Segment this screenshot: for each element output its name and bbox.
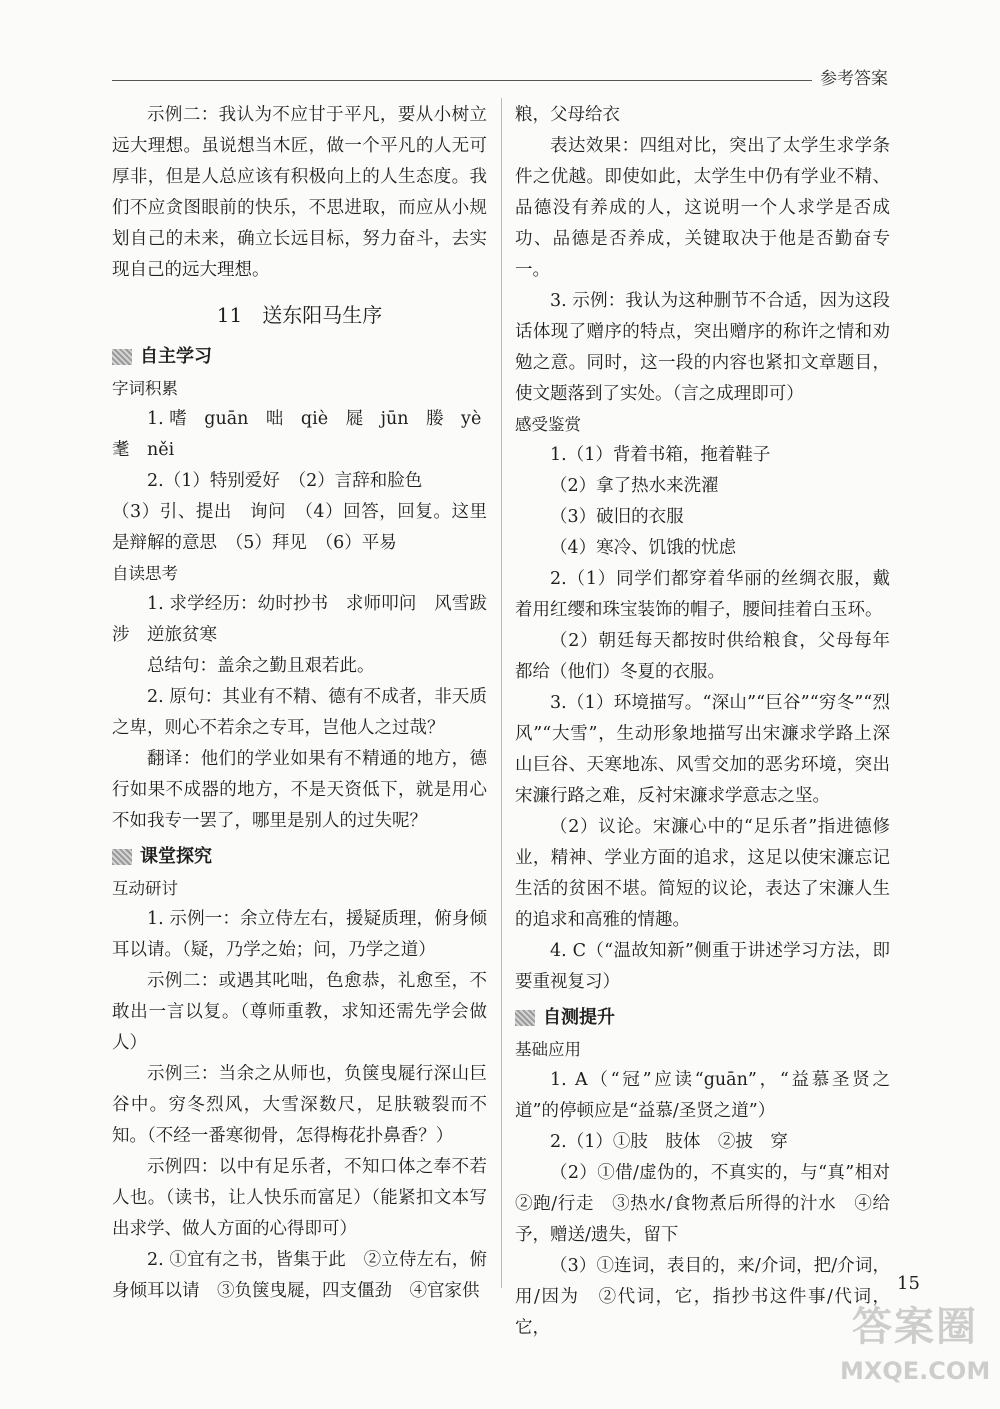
paragraph: 示例二：我认为不应甘于平凡，要从小树立远大理想。虽说想当木匠，做一个平凡的人无可厚非，但是人总应该有积极向上的人生态度。我们不应贪图眼前的快乐，不思进取，而应从小规划自己的未来，确立长远目标，努力奋斗，去实现自己的远大理想。	[112, 105, 487, 280]
paragraph: （3）破旧的衣服	[550, 507, 684, 527]
watermark-logo: 答案圈 MXQE.COM	[840, 1304, 991, 1385]
paragraph: 1.（1）背着书箱，拖着鞋子	[550, 445, 771, 465]
paragraph: （3）引、提出 询问 （4）回答，回复。这里是辩解的意思 （5）拜见 （6）平易	[112, 502, 487, 553]
paragraph: 1. A（“冠”应读“guān”，“益慕圣贤之道”的停顿应是“益慕/圣贤之道”）	[515, 1070, 890, 1121]
section-heading-self-test: 自测提升	[515, 1003, 890, 1033]
section-heading-self-study: 自主学习	[112, 342, 487, 372]
paragraph: 示例三：当余之从师也，负箧曳屣行深山巨谷中。穷冬烈风，大雪深数尺，足肤皲裂而不知。（不经一番寒彻骨，怎得梅花扑鼻香？）	[112, 1064, 487, 1146]
paragraph: 2.（1）①肢 肢体 ②披 穿	[550, 1132, 788, 1152]
header-title: 参考答案	[820, 69, 888, 89]
subheading: 互动研讨	[112, 879, 178, 898]
section-marker-icon	[112, 849, 132, 865]
paragraph: 4. C（“温故知新”侧重于讲述学习方法，即要重视复习）	[515, 941, 890, 992]
lesson-title: 11 送东阳马生序	[216, 303, 383, 327]
paragraph: 总结句：盖余之勤且艰若此。	[147, 656, 375, 676]
right-column	[515, 100, 908, 1344]
paragraph: （2）议论。宋濂心中的“足乐者”指进德修业，精神、学业方面的追求，这足以使宋濂忘记生活的贫困不堪。简短的议论，表达了宋濂人生的追求和高雅的情趣。	[515, 817, 890, 930]
column-divider	[501, 98, 502, 1288]
paragraph: 示例四：以中有足乐者，不知口体之奉不若人也。（读书，让人快乐而富足）（能紧扣文本写出求学、做人方面的心得即可）	[112, 1157, 487, 1239]
section-marker-icon	[112, 349, 132, 365]
paragraph: 表达效果：四组对比，突出了太学生求学条件之优越。即使如此，太学生中仍有学业不精、品德没有养成的人，这说明一个人求学是否成功、品德是否养成，关键取决于他是否勤奋专一。	[515, 136, 890, 280]
subheading: 感受鉴赏	[515, 415, 581, 434]
paragraph: 粮，父母给衣	[515, 105, 620, 125]
subheading: 基础应用	[515, 1040, 581, 1059]
subheading: 字词积累	[112, 379, 178, 398]
subheading: 自读思考	[112, 564, 178, 583]
paragraph: （2）拿了热水来洗濯	[550, 476, 719, 496]
paragraph: 翻译：他们的学业如果有不精通的地方，德行如果不成器的地方，不是天资低下，就是用心不如我专一罢了，哪里是别人的过失呢？	[112, 749, 487, 831]
paragraph: 2. 原句：其业有不精、德有不成者，非天质之卑，则心不若余之专耳，岂他人之过哉？	[112, 687, 487, 738]
paragraph: （2）①借/虚伪的，不真实的，与“真”相对 ②跑/行走 ③热水/食物煮后所得的汁水 ④给予，赠送/遗失，留下	[515, 1163, 908, 1245]
paragraph: 2. ①宜有之书，皆集于此 ②立侍左右，俯身倾耳以请 ③负箧曳屣，四支僵劲 ④官家供	[112, 1250, 487, 1301]
paragraph: （3）①连词，表目的，来/介词，把/介词，用/因为 ②代词，它，指抄书这件事/代词，它，	[515, 1256, 890, 1338]
paragraph: （2）朝廷每天都按时供给粮食，父母每年都给（他们）冬夏的衣服。	[515, 631, 890, 682]
paragraph: 2.（1）同学们都穿着华丽的丝绸衣服，戴着用红缨和珠宝装饰的帽子，腰间挂着白玉环。	[515, 569, 890, 620]
paragraph: （4）寒冷、饥饿的忧虑	[550, 538, 737, 558]
left-column	[112, 100, 487, 1307]
paragraph: 3. 示例：我认为这种删节不合适，因为这段话体现了赠序的特点，突出赠序的称许之情和劝勉之意。同时，这一段的内容也紧扣文章题目，使文题落到了实处。（言之成理即可）	[515, 291, 890, 404]
paragraph: 1. 示例一：余立侍左右，援疑质理，俯身倾耳以请。（疑，乃学之始；问，乃学之道）	[112, 909, 487, 960]
section-heading-classroom: 课堂探究	[112, 842, 487, 872]
paragraph: 1. 求学经历：幼时抄书 求师叩问 风雪跋涉 逆旅贫寒	[112, 594, 487, 645]
section-marker-icon	[515, 1010, 535, 1026]
paragraph: 耄 něi	[112, 440, 175, 460]
paragraph: 2.（1）特别爱好 （2）言辞和脸色	[147, 471, 423, 491]
page-number: 15	[897, 1273, 920, 1294]
header-rule	[112, 80, 812, 81]
paragraph: 示例二：或遇其叱咄，色愈恭，礼愈至，不敢出一言以复。（尊师重教，求知还需先学会做人）	[112, 971, 487, 1053]
paragraph: 1. 嗜 guān 咄 qiè 屣 jūn 媵 yè	[147, 409, 482, 429]
paragraph: 3.（1）环境描写。“深山”“巨谷”“穷冬”“烈风”“大雪”，生动形象地描写出宋濂求学路上深山巨谷、天寒地冻、风雪交加的恶劣环境，突出宋濂行路之难，反衬宋濂求学意志之坚。	[515, 693, 890, 806]
